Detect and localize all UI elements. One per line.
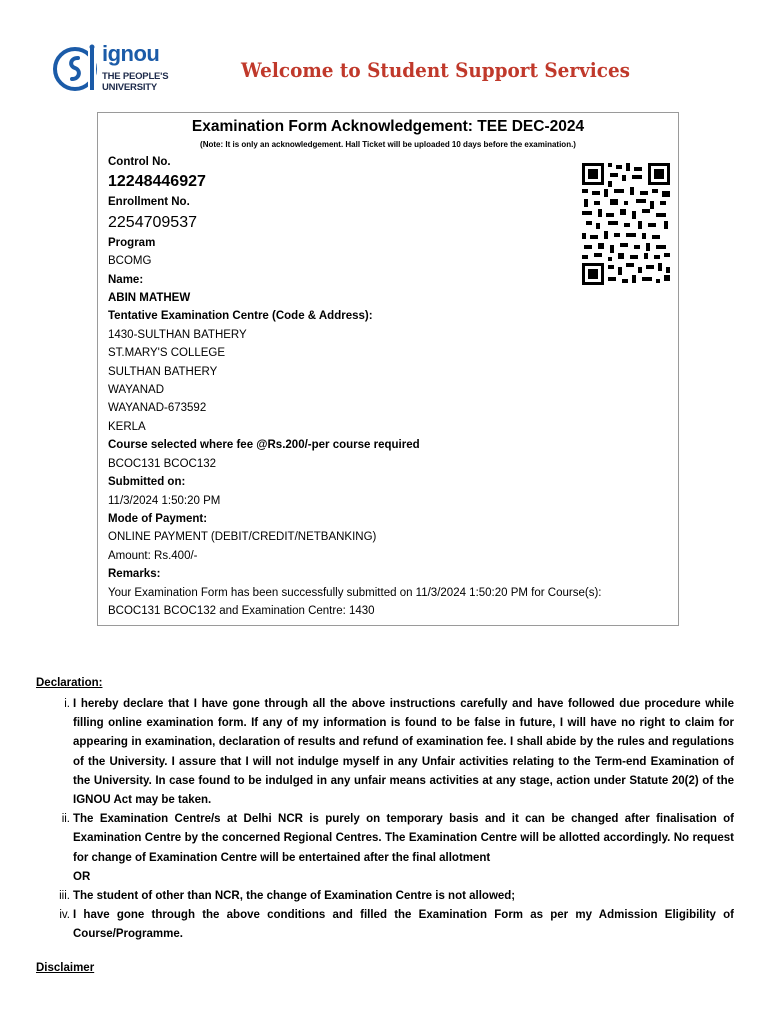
site-title: Welcome to Student Support Services <box>241 58 631 82</box>
centre-line: ST.MARY'S COLLEGE <box>108 347 226 360</box>
declaration-item <box>36 810 734 887</box>
ignou-logo <box>52 41 170 96</box>
ack-title: Examination Form Acknowledgement: TEE DEC-2024 <box>191 118 585 135</box>
disclaimer-heading: Disclaimer <box>36 962 95 974</box>
declaration-item-text: The student of other than NCR, the change of Examination Centre is not allowed; <box>73 890 516 903</box>
remarks-label: Remarks: <box>108 568 161 581</box>
ack-fields <box>108 153 668 620</box>
centre-line: SULTHAN BATHERY <box>108 365 218 378</box>
submitted-value: 11/3/2024 1:50:20 PM <box>108 494 221 507</box>
declaration-item-number: ii. <box>61 813 70 826</box>
course-label: Course selected where fee @Rs.200/-per course required <box>108 439 420 452</box>
declaration-item <box>36 906 734 944</box>
payment-value: ONLINE PAYMENT (DEBIT/CREDIT/NETBANKING) <box>108 531 377 544</box>
declaration-item-number: iv. <box>59 909 70 922</box>
centre-line: 1430-SULTHAN BATHERY <box>108 328 247 341</box>
name-value: ABIN MATHEW <box>108 292 191 305</box>
control-no-value: 12248446927 <box>108 173 206 191</box>
program-label: Program <box>108 236 156 249</box>
submitted-label: Submitted on: <box>108 476 186 489</box>
declaration-item-text: The Examination Centre/s at Delhi NCR is purely on temporary basis and it can be changed after finalisation of Examination Centre by the concerned Regional Centres. The Examination Centre will be allotted accordingly. No request for change of Examination Centre will be entertained after the final allotment <box>73 813 734 864</box>
ack-note: (Note: It is only an acknowledgement. Hall Ticket will be uploaded 10 days before the examination.) <box>200 140 576 149</box>
centre-line: KERLA <box>108 420 146 433</box>
enrollment-no-value: 2254709537 <box>108 213 197 231</box>
declaration-item-text: I have gone through the above conditions and filled the Examination Form as per my Admission Eligibility of Course/Programme. <box>73 909 734 941</box>
ignou-emblem-icon <box>52 44 98 94</box>
declaration-item-or: OR <box>73 870 91 883</box>
centre-label: Tentative Examination Centre (Code & Address): <box>108 310 373 323</box>
declaration-item-number: iii. <box>59 890 70 903</box>
acknowledgement-box <box>97 112 679 626</box>
remarks-line: Your Examination Form has been successfully submitted on 11/3/2024 1:50:20 PM for Course(s): <box>108 586 602 599</box>
page-header <box>0 0 768 108</box>
program-value: BCOMG <box>108 255 152 268</box>
payment-label: Mode of Payment: <box>108 512 208 525</box>
logo-tagline-1: THE PEOPLE'S <box>102 71 169 82</box>
declaration-item-text: I hereby declare that I have gone through all the above instructions carefully and have followed due procedure while filling online examination form. If any of my information is found to be false in future, I will have no right to claim for appearing in examination, declaration of results and refund of examination fee. I shall abide by the rules and regulations of the University. I assure that I will not indulge myself in any Unfair activities relating to the Term-end Examination of the University. In case found to be indulged in any unfair means activities at any stage, action under Statute 20(2) of the IGNOU Act may be taken. <box>73 698 734 807</box>
amount-value: Amount: Rs.400/- <box>108 549 198 562</box>
declaration-section <box>36 674 734 945</box>
name-label: Name: <box>108 273 144 286</box>
course-value: BCOC131 BCOC132 <box>108 457 217 470</box>
logo-tagline-2: UNIVERSITY <box>102 82 158 93</box>
declaration-item <box>36 695 734 810</box>
control-no-label: Control No. <box>108 156 171 168</box>
declaration-list <box>36 695 734 945</box>
declaration-heading: Declaration: <box>36 677 103 689</box>
centre-line: WAYANAD-673592 <box>108 402 207 415</box>
remarks-line: BCOC131 BCOC132 and Examination Centre: 1430 <box>108 604 375 617</box>
logo-wordmark: ignou <box>102 41 160 66</box>
enrollment-no-label: Enrollment No. <box>108 196 190 209</box>
declaration-item <box>36 887 734 906</box>
declaration-item-number: i. <box>64 698 70 710</box>
centre-line: WAYANAD <box>108 384 165 397</box>
